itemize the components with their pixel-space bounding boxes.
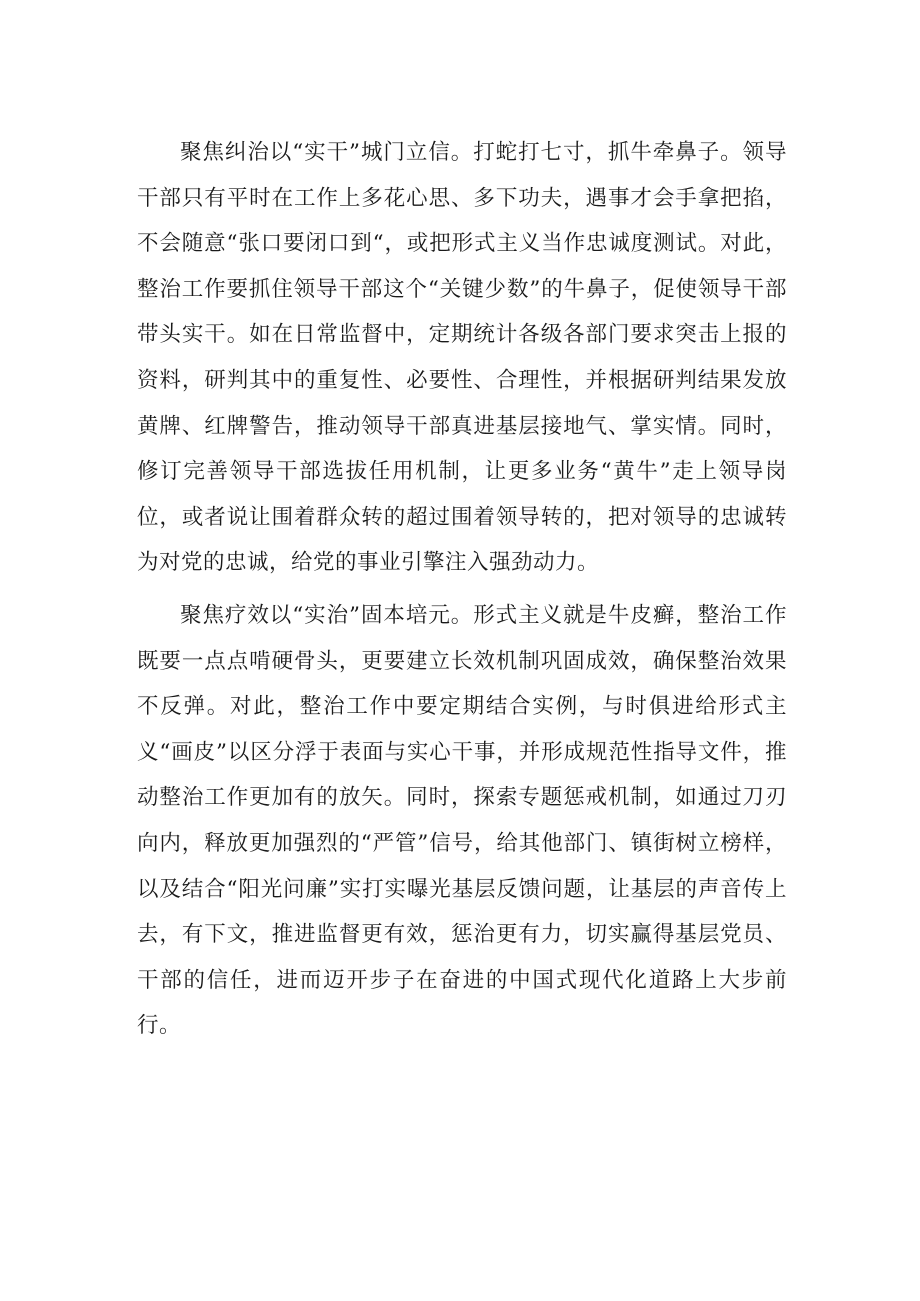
paragraph-practical-governance: 聚焦疗效以“实治”固本培元。形式主义就是牛皮癣，整治工作既要一点点啃硬骨头，更要建立长效机制巩固成效，确保整治效果不反弹。对此，整治工作中要定期结合实例，与时俱进给形式主义“画皮”以区分浮于表面与实心干事，并形成规范性指导文件，推动整治工作更加有的放矢。同时，探索专题惩戒机制，如通过刀刃向内，释放更加强烈的“严管”信号，给其他部门、镇街树立榜样，以及结合“阳光问廉”实打实曝光基层反馈问题，让基层的声音传上去，有下文，推进监督更有效，惩治更有力，切实赢得基层党员、干部的信任，进而迈开步子在奋进的中国式现代化道路上大步前行。 xyxy=(137,602,787,1039)
paragraph-practical-work: 聚焦纠治以“实干”城门立信。打蛇打七寸，抓牛牵鼻子。领导干部只有平时在工作上多花心思、多下功夫，遇事才会手拿把掐，不会随意“张口要闭口到“，或把形式主义当作忠诚度测试。对此，整治工作要抓住领导干部这个“关键少数”的牛鼻子，促使领导干部带头实干。如在日常监督中，定期统计各级各部门要求突击上报的资料，研判其中的重复性、必要性、合理性，并根据研判结果发放黄牌、红牌警告，推动领导干部真进基层接地气、掌实情。同时，修订完善领导干部选拔任用机制，让更多业务“黄牛”走上领导岗位，或者说让围着群众转的超过围着领导转的，把对领导的忠诚转为对党的忠诚，给党的事业引擎注入强劲动力。 xyxy=(137,140,787,576)
document-body xyxy=(137,130,787,1056)
